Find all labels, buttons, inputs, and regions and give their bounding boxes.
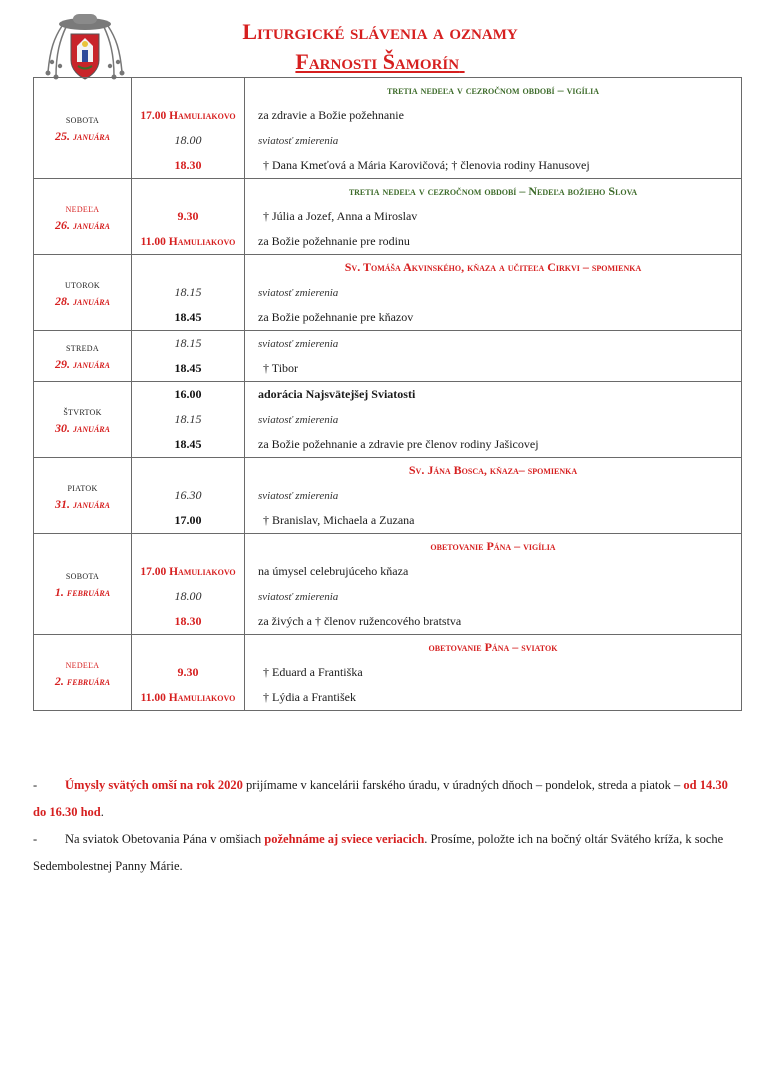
time-cell <box>132 382 245 458</box>
time-cell <box>132 255 245 331</box>
day-name: piatok <box>67 481 98 494</box>
time-blank <box>132 179 244 204</box>
mass-intention: † Júlia a Jozef, Anna a Miroslav <box>263 209 418 223</box>
mass-intention: † Lýdia a František <box>263 690 356 704</box>
time-line <box>132 128 244 153</box>
time-line <box>132 508 244 533</box>
intention-line <box>245 685 741 710</box>
day-date: 26. januára <box>55 217 110 232</box>
liturgical-heading: obetovanie Pána – vigília <box>430 539 556 553</box>
announcement-2-highlight: požehnáme aj sviece veriacich <box>264 832 425 846</box>
intention-line <box>245 584 741 609</box>
intention-line <box>245 609 741 634</box>
announcement-2-text-end: . Prosíme, položte ich na bočný oltár Svätého kríža, k soche Sedembolestnej Panny Márie. <box>33 832 724 873</box>
day-date: 31. januára <box>55 496 110 511</box>
mass-time: 11.00 Hamuliakovo <box>140 236 236 248</box>
time-cell <box>132 331 245 382</box>
mass-intention: za zdravie a Božie požehnanie <box>258 108 404 122</box>
time-cell <box>132 458 245 534</box>
day-cell <box>34 78 132 179</box>
mass-intention: za Božie požehnanie pre rodinu <box>258 234 410 248</box>
time-line <box>132 331 244 356</box>
time-line <box>132 103 244 128</box>
time-cell <box>132 179 245 255</box>
time-blank <box>132 534 244 559</box>
day-block <box>34 179 742 255</box>
mass-intention: sviatosť zmierenia <box>258 490 339 502</box>
time-line <box>132 153 244 178</box>
announcement-1 <box>33 772 733 826</box>
parish-crest-logo <box>40 10 130 82</box>
page-title-line1: Liturgické slávenia a oznamy <box>242 19 518 44</box>
announcement-1-end: . <box>100 805 104 819</box>
intention-cell <box>245 255 742 331</box>
mass-time: 18.15 <box>174 412 202 426</box>
mass-intention: za Božie požehnanie pre kňazov <box>258 310 414 324</box>
intention-line <box>245 153 741 178</box>
day-block <box>34 635 742 711</box>
intention-line <box>245 229 741 254</box>
schedule-table <box>33 77 742 711</box>
intention-cell <box>245 331 742 382</box>
mass-time: 18.15 <box>174 285 202 299</box>
day-block <box>34 331 742 382</box>
liturgical-heading: Sv. Jána Bosca, kňaza– spomienka <box>408 463 578 477</box>
day-block <box>34 458 742 534</box>
intention-line <box>245 508 741 533</box>
page-title-line2 <box>160 49 600 75</box>
mass-intention: za Božie požehnanie a zdravie pre členov rodiny Jašicovej <box>258 437 539 451</box>
time-line <box>132 280 244 305</box>
intention-line <box>245 128 741 153</box>
liturgical-heading: tretia nedeľa v cezročnom období – vigília <box>386 83 600 97</box>
time-line <box>132 432 244 457</box>
mass-time: 9.30 <box>177 665 199 679</box>
mass-time: 17.00 Hamuliakovo <box>140 110 236 122</box>
day-block <box>34 255 742 331</box>
time-blank <box>132 635 244 660</box>
mass-intention: za živých a † členov ružencového bratstva <box>258 614 462 628</box>
intention-line <box>245 432 741 457</box>
intention-line <box>245 103 741 128</box>
day-cell <box>34 458 132 534</box>
liturgical-heading: Sv. Tomáša Akvinského, kňaza a učiteľa Cirkvi – spomienka <box>344 260 642 274</box>
time-line <box>132 483 244 508</box>
time-line <box>132 685 244 710</box>
mass-intention: sviatosť zmierenia <box>258 338 339 350</box>
day-date: 2. februára <box>54 673 111 688</box>
day-cell <box>34 331 132 382</box>
mass-time: 18.45 <box>174 437 202 451</box>
day-name: sobota <box>65 114 100 126</box>
day-block <box>34 382 742 458</box>
mass-intention: † Eduard a Františka <box>263 665 363 679</box>
bullet-dash: - <box>33 832 38 846</box>
mass-time: 18.45 <box>174 361 202 375</box>
time-line <box>132 229 244 254</box>
bullet-dash: - <box>33 778 38 792</box>
day-date: 28. januára <box>55 293 110 308</box>
mass-time: 11.00 Hamuliakovo <box>140 692 236 704</box>
mass-intention: na úmysel celebrujúceho kňaza <box>258 564 409 578</box>
intention-cell <box>245 179 742 255</box>
intention-cell <box>245 78 742 179</box>
time-line <box>132 609 244 634</box>
intention-line <box>245 280 741 305</box>
intention-line <box>245 407 741 432</box>
day-cell <box>34 382 132 458</box>
mass-time: 18.15 <box>174 336 202 350</box>
time-line <box>132 382 244 407</box>
time-blank <box>132 458 244 483</box>
mass-time: 16.30 <box>174 488 202 502</box>
intention-line <box>245 382 741 407</box>
intention-line <box>245 331 741 356</box>
announcement-1-hours: od 14.30 do 16.30 hod <box>33 778 728 819</box>
intention-cell <box>245 534 742 635</box>
page-title-line2-text: Farnosti Šamorín <box>295 49 460 74</box>
intention-line <box>245 356 741 381</box>
day-name: nedeľa <box>65 658 100 671</box>
mass-time: 9.30 <box>177 209 199 223</box>
mass-time: 18.00 <box>174 589 202 603</box>
liturgical-heading: tretia nedeľa v cezročnom období – Nedeľa božieho Slova <box>348 184 638 198</box>
mass-intention: adorácia Najsvätejšej Sviatosti <box>258 387 416 401</box>
mass-intention: † Branislav, Michaela a Zuzana <box>263 513 415 527</box>
announcements <box>33 772 733 880</box>
mass-intention: sviatosť zmierenia <box>258 414 339 426</box>
time-blank <box>132 78 244 103</box>
time-cell <box>132 534 245 635</box>
intention-line <box>245 483 741 508</box>
day-cell <box>34 255 132 331</box>
mass-time: 18.30 <box>174 614 202 628</box>
intention-line <box>245 660 741 685</box>
time-line <box>132 305 244 330</box>
day-date: 29. januára <box>55 357 110 371</box>
mass-time: 18.00 <box>174 133 202 147</box>
day-date: 25. januára <box>55 129 110 143</box>
time-line <box>132 356 244 381</box>
mass-intention: sviatosť zmierenia <box>258 591 339 603</box>
mass-time: 16.00 <box>174 387 202 401</box>
liturgical-heading: obetovanie Pána – sviatok <box>428 640 558 654</box>
day-cell <box>34 534 132 635</box>
day-name: sobota <box>65 570 100 582</box>
mass-time: 18.45 <box>174 310 202 324</box>
day-cell <box>34 635 132 711</box>
time-cell <box>132 78 245 179</box>
mass-time: 17.00 Hamuliakovo <box>140 566 236 578</box>
time-blank <box>132 255 244 280</box>
day-name: utorok <box>65 278 100 291</box>
intention-cell <box>245 458 742 534</box>
intention-cell <box>245 382 742 458</box>
time-line <box>132 204 244 229</box>
mass-intention: sviatosť zmierenia <box>258 287 339 299</box>
intention-line <box>245 204 741 229</box>
mass-intention: † Dana Kmeťová a Mária Karovičová; † členovia rodiny Hanusovej <box>263 158 590 172</box>
day-date: 1. februára <box>54 585 111 599</box>
announcement-2 <box>33 826 733 880</box>
intention-line <box>245 305 741 330</box>
day-cell <box>34 179 132 255</box>
intention-cell <box>245 635 742 711</box>
mass-time: 18.30 <box>174 158 202 172</box>
day-name: štvrtok <box>63 405 102 418</box>
day-date: 30. januára <box>55 420 110 435</box>
time-line <box>132 584 244 609</box>
intention-line <box>245 559 741 584</box>
mass-intention: sviatosť zmierenia <box>258 135 339 147</box>
time-line <box>132 660 244 685</box>
announcement-2-text: Na sviatok Obetovania Pána v omšiach <box>65 832 265 846</box>
time-line <box>132 407 244 432</box>
mass-time: 17.00 <box>174 513 202 527</box>
time-line <box>132 559 244 584</box>
day-name: streda <box>66 342 99 354</box>
day-block <box>34 78 742 179</box>
day-name: nedeľa <box>65 202 100 215</box>
announcement-1-text: prijímame v kancelárii farského úradu, v úradných dňoch – pondelok, streda a piatok – <box>242 778 684 792</box>
mass-intention: † Tibor <box>263 361 299 375</box>
announcement-1-highlight: Úmysly svätých omší na rok 2020 <box>65 778 243 792</box>
day-block <box>34 534 742 635</box>
time-cell <box>132 635 245 711</box>
